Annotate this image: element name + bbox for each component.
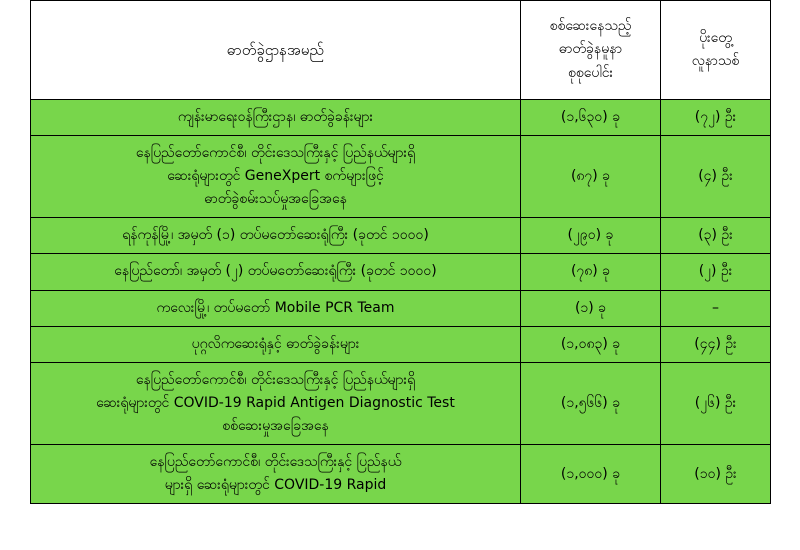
table-row <box>31 254 771 290</box>
cell-lab-name <box>31 136 521 218</box>
column-header-total-line-2: ဓာတ်ခွဲနမူနာ <box>558 41 623 58</box>
cell-total-samples: (၁) ခု <box>521 290 661 326</box>
column-header-total-samples <box>521 1 661 100</box>
lab-name-line: ကျန်းမာရေးဝန်ကြီးဌာန၊ ဓာတ်ခွဲခန်းများ <box>177 109 374 125</box>
lab-name-line: ရန်ကုန်မြို့၊ အမှတ် (၁) တပ်မတော်ဆေးရုံကြီး (ခုတင် ၁၀၀၀) <box>122 227 429 244</box>
lab-name-line: နေပြည်တော်ကောင်စီ၊ တိုင်းဒေသကြီးနှင့် ပြည်နယ် <box>149 454 402 471</box>
lab-name-line: ဆေးရုံများတွင် GeneXpert စက်များဖြင့် <box>167 168 384 185</box>
cell-new-cases: (၄) ဦး <box>661 136 771 218</box>
cell-new-cases: – <box>661 290 771 326</box>
cell-lab-name <box>31 218 521 254</box>
table-row <box>31 326 771 362</box>
column-header-new-line-2: လူနာသစ် <box>691 53 740 69</box>
column-header-new-line-1: ပိုးတွေ့ <box>699 29 732 46</box>
cell-total-samples: (၇၈) ခု <box>521 254 661 290</box>
cell-lab-name <box>31 290 521 326</box>
lab-name-line: စစ်ဆေးမှုအခြေအနေ <box>222 417 329 434</box>
cell-lab-name <box>31 326 521 362</box>
cell-new-cases: (၁၀) ဦး <box>661 445 771 504</box>
cell-total-samples: (၁,၅၆၆) ခု <box>521 362 661 444</box>
lab-name-line: ကလေးမြို့၊ တပ်မတော် Mobile PCR Team <box>156 299 395 316</box>
table-row <box>31 218 771 254</box>
column-header-lab-name: ဓာတ်ခွဲဌာနအမည် <box>31 1 521 100</box>
cell-new-cases: (၃) ဦး <box>661 218 771 254</box>
table-row <box>31 136 771 218</box>
cell-total-samples: (၁,၀၀၀) ခု <box>521 445 661 504</box>
cell-lab-name <box>31 362 521 444</box>
cell-total-samples: (၈၇) ခု <box>521 136 661 218</box>
lab-name-line: နေပြည်တော်ကောင်စီ၊ တိုင်းဒေသကြီးနှင့် ပြည်နယ်များရှိ <box>135 145 416 162</box>
lab-name-line: နေပြည်တော်၊ အမှတ် (၂) တပ်မတော်ဆေးရုံကြီး (ခုတင် ၁၀၀၀) <box>114 263 437 280</box>
table-row <box>31 100 771 136</box>
cell-total-samples: (၂၉၀) ခု <box>521 218 661 254</box>
lab-name-line: နေပြည်တော်ကောင်စီ၊ တိုင်းဒေသကြီးနှင့် ပြည်နယ်များရှိ <box>135 371 416 388</box>
column-header-new-cases <box>661 1 771 100</box>
cell-new-cases: (၂) ဦး <box>661 254 771 290</box>
cell-lab-name <box>31 254 521 290</box>
column-header-total-line-1: စစ်ဆေးနေသည့် <box>549 18 632 35</box>
lab-name-line: ဆေးရုံများတွင် COVID-19 Rapid Antigen Diagnostic Test <box>96 394 455 411</box>
table-row <box>31 445 771 504</box>
table-header-row <box>31 1 771 100</box>
column-header-total-line-3: စုစုပေါင်း <box>567 64 614 81</box>
lab-name-line: ပုဂ္ဂလိကဆေးရုံနှင့် ဓာတ်ခွဲခန်းများ <box>191 335 360 352</box>
lab-name-line: ဓာတ်ခွဲစမ်းသပ်မှုအခြေအနေ <box>204 191 347 208</box>
cell-total-samples: (၁,၆၃၀) ခု <box>521 100 661 136</box>
cell-total-samples: (၁,၀၈၃) ခု <box>521 326 661 362</box>
cell-lab-name <box>31 445 521 504</box>
cell-new-cases: (၇၂) ဦး <box>661 100 771 136</box>
table-row <box>31 362 771 444</box>
table-row <box>31 290 771 326</box>
cell-lab-name <box>31 100 521 136</box>
cell-new-cases: (၂၆) ဦး <box>661 362 771 444</box>
lab-name-line: များရှိ ဆေးရုံများတွင် COVID-19 Rapid <box>164 477 387 494</box>
cell-new-cases: (၄၄) ဦး <box>661 326 771 362</box>
covid-lab-testing-table <box>30 0 771 504</box>
